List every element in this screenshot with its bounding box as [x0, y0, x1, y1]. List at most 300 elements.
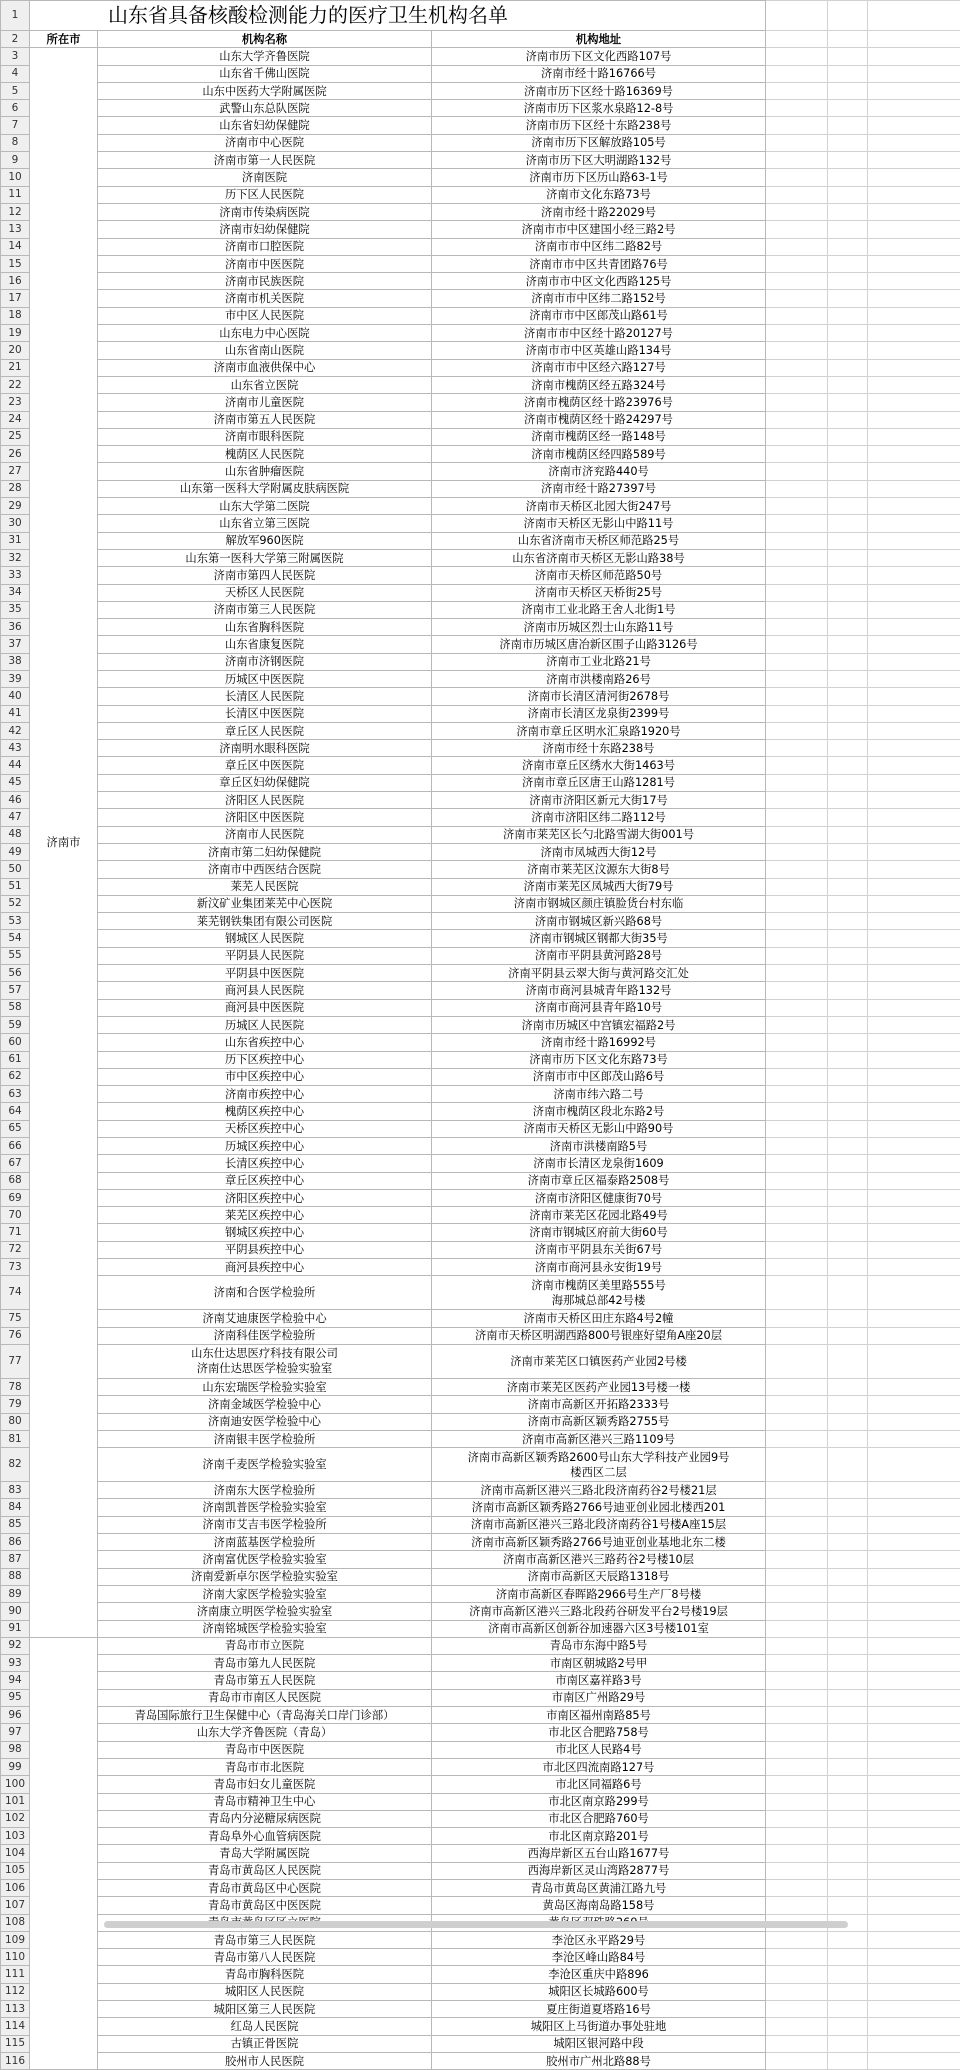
- institution-address[interactable]: 济南市长清区龙泉街1609: [432, 1155, 766, 1172]
- institution-address[interactable]: 济南市洪楼南路5号: [432, 1138, 766, 1155]
- institution-address[interactable]: 市南区广州路29号: [432, 1689, 766, 1706]
- institution-name[interactable]: 济南市机关医院: [98, 290, 432, 307]
- row-number[interactable]: 49: [1, 843, 30, 860]
- institution-address[interactable]: 济南市槐荫区经四路589号: [432, 446, 766, 463]
- row-number[interactable]: 11: [1, 186, 30, 203]
- row-number[interactable]: 90: [1, 1603, 30, 1620]
- row-number[interactable]: 82: [1, 1448, 30, 1482]
- institution-name[interactable]: 济南市第二妇幼保健院: [98, 843, 432, 860]
- row-number[interactable]: 54: [1, 930, 30, 947]
- institution-name[interactable]: 济南市中医医院: [98, 255, 432, 272]
- row-number[interactable]: 27: [1, 463, 30, 480]
- institution-address[interactable]: 济南市高新区颖秀路2755号: [432, 1413, 766, 1430]
- row-number[interactable]: 18: [1, 307, 30, 324]
- institution-name[interactable]: 山东省立医院: [98, 376, 432, 393]
- institution-name[interactable]: 商河县中医医院: [98, 999, 432, 1016]
- institution-address[interactable]: 市北区四流南路127号: [432, 1758, 766, 1775]
- row-number[interactable]: 53: [1, 913, 30, 930]
- institution-address[interactable]: 济南市市中区建国小经三路2号: [432, 221, 766, 238]
- institution-address[interactable]: 济南市高新区港兴三路北段药谷研发平台2号楼19层: [432, 1603, 766, 1620]
- institution-address[interactable]: 李沧区重庆中路896: [432, 1966, 766, 1983]
- institution-name[interactable]: 济南市艾吉韦医学检验所: [98, 1516, 432, 1533]
- institution-address[interactable]: 济南市经十路16766号: [432, 65, 766, 82]
- row-number[interactable]: 51: [1, 878, 30, 895]
- institution-name[interactable]: 莱芜钢铁集团有限公司医院: [98, 913, 432, 930]
- institution-address[interactable]: 城阳区上马街道办事处驻地: [432, 2018, 766, 2035]
- city-cell[interactable]: 济南市: [30, 48, 98, 1638]
- institution-address[interactable]: 济南市历下区解放路105号: [432, 134, 766, 151]
- institution-address[interactable]: 黄岛区海南岛路158号: [432, 1897, 766, 1914]
- institution-address[interactable]: 济南市纬六路二号: [432, 1086, 766, 1103]
- institution-name[interactable]: 古镇正骨医院: [98, 2035, 432, 2052]
- institution-address[interactable]: 济南市高新区港兴三路北段济南药谷2号楼21层: [432, 1482, 766, 1499]
- institution-address[interactable]: 济南市章丘区唐王山路1281号: [432, 774, 766, 791]
- row-number[interactable]: 13: [1, 221, 30, 238]
- institution-name[interactable]: 历城区疾控中心: [98, 1138, 432, 1155]
- institution-address[interactable]: 济南市洪楼南路26号: [432, 670, 766, 687]
- row-number[interactable]: 107: [1, 1897, 30, 1914]
- row-number[interactable]: 34: [1, 584, 30, 601]
- row-number[interactable]: 9: [1, 152, 30, 169]
- institution-name[interactable]: 济南市血液供保中心: [98, 359, 432, 376]
- row-number[interactable]: 87: [1, 1551, 30, 1568]
- institution-address[interactable]: 济南市槐荫区美里路555号 海那城总部42号楼: [432, 1276, 766, 1310]
- institution-address[interactable]: 济南市历下区文化西路107号: [432, 48, 766, 65]
- row-number[interactable]: 89: [1, 1585, 30, 1602]
- institution-name[interactable]: 钢城区人民医院: [98, 930, 432, 947]
- institution-address[interactable]: 济南市商河县城青年路132号: [432, 982, 766, 999]
- institution-address[interactable]: 市北区南京路201号: [432, 1828, 766, 1845]
- row-number[interactable]: 81: [1, 1430, 30, 1447]
- institution-name[interactable]: 城阳区人民医院: [98, 1983, 432, 2000]
- institution-address[interactable]: 济南市天桥区无影山中路90号: [432, 1120, 766, 1137]
- institution-address[interactable]: 济南市凤城西大街12号: [432, 843, 766, 860]
- institution-name[interactable]: 解放军960医院: [98, 532, 432, 549]
- institution-name[interactable]: 青岛市市南区人民医院: [98, 1689, 432, 1706]
- row-number[interactable]: 3: [1, 48, 30, 65]
- institution-address[interactable]: 济南市历城区唐冶新区围子山路3126号: [432, 636, 766, 653]
- row-number[interactable]: 55: [1, 947, 30, 964]
- row-number[interactable]: 84: [1, 1499, 30, 1516]
- institution-address[interactable]: 济南市高新区港兴三路药谷2号楼10层: [432, 1551, 766, 1568]
- row-number[interactable]: 75: [1, 1310, 30, 1327]
- row-number[interactable]: 29: [1, 498, 30, 515]
- institution-address[interactable]: 济南市历下区浆水泉路12-8号: [432, 100, 766, 117]
- row-number[interactable]: 64: [1, 1103, 30, 1120]
- institution-address[interactable]: 济南市历下区大明湖路132号: [432, 152, 766, 169]
- row-number[interactable]: 115: [1, 2035, 30, 2052]
- institution-name[interactable]: 天桥区人民医院: [98, 584, 432, 601]
- institution-address[interactable]: 西海岸新区五台山路1677号: [432, 1845, 766, 1862]
- row-number[interactable]: 66: [1, 1138, 30, 1155]
- row-number[interactable]: 52: [1, 895, 30, 912]
- institution-name[interactable]: 济南市第四人民医院: [98, 567, 432, 584]
- institution-address[interactable]: 济南市槐荫区经十路24297号: [432, 411, 766, 428]
- institution-name[interactable]: 青岛市第三人民医院: [98, 1931, 432, 1948]
- row-number[interactable]: 106: [1, 1879, 30, 1896]
- institution-name[interactable]: 青岛阜外心血管病医院: [98, 1828, 432, 1845]
- row-number[interactable]: 7: [1, 117, 30, 134]
- row-number[interactable]: 22: [1, 376, 30, 393]
- institution-address[interactable]: 济南市工业北路21号: [432, 653, 766, 670]
- institution-name[interactable]: 莱芜区疾控中心: [98, 1207, 432, 1224]
- institution-name[interactable]: 济南市第三人民医院: [98, 601, 432, 618]
- institution-name[interactable]: 山东电力中心医院: [98, 325, 432, 342]
- institution-name[interactable]: 济南和合医学检验所: [98, 1276, 432, 1310]
- row-number[interactable]: 94: [1, 1672, 30, 1689]
- institution-address[interactable]: 济南市高新区天辰路1318号: [432, 1568, 766, 1585]
- institution-address[interactable]: 济南市高新区颖秀路2766号迪亚创业园北楼西201: [432, 1499, 766, 1516]
- row-number[interactable]: 67: [1, 1155, 30, 1172]
- row-number[interactable]: 47: [1, 809, 30, 826]
- institution-name[interactable]: 山东省肿瘤医院: [98, 463, 432, 480]
- row-number[interactable]: 5: [1, 82, 30, 99]
- institution-name[interactable]: 历城区人民医院: [98, 1016, 432, 1033]
- institution-address[interactable]: 济南市钢城区新兴路68号: [432, 913, 766, 930]
- institution-address[interactable]: 济南市历下区历山路63-1号: [432, 169, 766, 186]
- institution-address[interactable]: 济南市工业北路王舍人北街1号: [432, 601, 766, 618]
- institution-name[interactable]: 长清区疾控中心: [98, 1155, 432, 1172]
- row-number[interactable]: 57: [1, 982, 30, 999]
- row-number[interactable]: 71: [1, 1224, 30, 1241]
- row-number[interactable]: 96: [1, 1707, 30, 1724]
- institution-name[interactable]: 青岛市黄岛区中医医院: [98, 1897, 432, 1914]
- institution-name[interactable]: 济南铭城医学检验实验室: [98, 1620, 432, 1637]
- institution-address[interactable]: 济南市济阳区新元大街17号: [432, 792, 766, 809]
- institution-address[interactable]: 市北区人民路4号: [432, 1741, 766, 1758]
- institution-address[interactable]: 济南市高新区港兴三路北段济南药谷1号楼A座15层: [432, 1516, 766, 1533]
- row-number[interactable]: 77: [1, 1344, 30, 1378]
- institution-address[interactable]: 济南市济兖路440号: [432, 463, 766, 480]
- row-number[interactable]: 60: [1, 1034, 30, 1051]
- institution-address[interactable]: 市北区合肥路760号: [432, 1810, 766, 1827]
- institution-name[interactable]: 济南康立明医学检验实验室: [98, 1603, 432, 1620]
- row-number[interactable]: 83: [1, 1482, 30, 1499]
- row-number[interactable]: 112: [1, 1983, 30, 2000]
- row-number[interactable]: 109: [1, 1931, 30, 1948]
- institution-name[interactable]: 章丘区人民医院: [98, 722, 432, 739]
- institution-name[interactable]: 青岛市中医医院: [98, 1741, 432, 1758]
- institution-name[interactable]: 新汶矿业集团莱芜中心医院: [98, 895, 432, 912]
- row-number[interactable]: 31: [1, 532, 30, 549]
- institution-name[interactable]: 济南市第一人民医院: [98, 152, 432, 169]
- row-number[interactable]: 98: [1, 1741, 30, 1758]
- institution-name[interactable]: 济阳区疾控中心: [98, 1189, 432, 1206]
- institution-address[interactable]: 济南市高新区颖秀路2766号迪亚创业基地北东二楼: [432, 1534, 766, 1551]
- institution-address[interactable]: 济南市莱芜区凤城西大街79号: [432, 878, 766, 895]
- institution-address[interactable]: 济南市文化东路73号: [432, 186, 766, 203]
- institution-name[interactable]: 济南金域医学检验中心: [98, 1396, 432, 1413]
- row-number[interactable]: 113: [1, 2001, 30, 2018]
- row-number[interactable]: 105: [1, 1862, 30, 1879]
- institution-name[interactable]: 济南市济钢医院: [98, 653, 432, 670]
- row-number[interactable]: 110: [1, 1949, 30, 1966]
- institution-name[interactable]: 济南银丰医学检验所: [98, 1430, 432, 1447]
- institution-name[interactable]: 平阴县人民医院: [98, 947, 432, 964]
- institution-name[interactable]: 青岛市市北医院: [98, 1758, 432, 1775]
- institution-address[interactable]: 济南市槐荫区经十路23976号: [432, 394, 766, 411]
- institution-address[interactable]: 济南市长清区清河街2678号: [432, 688, 766, 705]
- institution-name[interactable]: 青岛市市立医院: [98, 1637, 432, 1654]
- institution-address[interactable]: 济南市济阳区健康街70号: [432, 1189, 766, 1206]
- institution-address[interactable]: 济南市莱芜区花园北路49号: [432, 1207, 766, 1224]
- institution-name[interactable]: 青岛市第九人民医院: [98, 1655, 432, 1672]
- institution-address[interactable]: 济南市历城区烈士山东路11号: [432, 619, 766, 636]
- institution-address[interactable]: 济南市天桥区无影山中路11号: [432, 515, 766, 532]
- institution-address[interactable]: 市北区南京路299号: [432, 1793, 766, 1810]
- institution-name[interactable]: 钢城区疾控中心: [98, 1224, 432, 1241]
- institution-address[interactable]: 济南市莱芜区汶源东大街8号: [432, 861, 766, 878]
- row-number[interactable]: 36: [1, 619, 30, 636]
- institution-name[interactable]: 济阳区人民医院: [98, 792, 432, 809]
- institution-name[interactable]: 青岛大学附属医院: [98, 1845, 432, 1862]
- institution-name[interactable]: 山东省南山医院: [98, 342, 432, 359]
- institution-name[interactable]: 山东大学第二医院: [98, 498, 432, 515]
- institution-name[interactable]: 历下区人民医院: [98, 186, 432, 203]
- institution-address[interactable]: 济南市历下区文化东路73号: [432, 1051, 766, 1068]
- institution-name[interactable]: 胶州市人民医院: [98, 2052, 432, 2069]
- institution-address[interactable]: 济南市章丘区绣水大街1463号: [432, 757, 766, 774]
- institution-address[interactable]: 济南市平阴县东关街67号: [432, 1241, 766, 1258]
- institution-address[interactable]: 济南市章丘区福泰路2508号: [432, 1172, 766, 1189]
- institution-name[interactable]: 济南富优医学检验实验室: [98, 1551, 432, 1568]
- row-number[interactable]: 70: [1, 1207, 30, 1224]
- institution-address[interactable]: 城阳区长城路600号: [432, 1983, 766, 2000]
- row-number[interactable]: 74: [1, 1276, 30, 1310]
- institution-address[interactable]: 济南市高新区创新谷加速器六区3号楼101室: [432, 1620, 766, 1637]
- institution-address[interactable]: 市南区嘉祥路3号: [432, 1672, 766, 1689]
- institution-name[interactable]: 山东中医药大学附属医院: [98, 82, 432, 99]
- institution-address[interactable]: 济南市市中区郎茂山路61号: [432, 307, 766, 324]
- institution-name[interactable]: 济南艾迪康医学检验中心: [98, 1310, 432, 1327]
- institution-address[interactable]: 济南市市中区英雄山路134号: [432, 342, 766, 359]
- institution-address[interactable]: 济南市商河县永安街19号: [432, 1259, 766, 1276]
- row-number[interactable]: 28: [1, 480, 30, 497]
- institution-name[interactable]: 山东省妇幼保健院: [98, 117, 432, 134]
- institution-name[interactable]: 青岛市妇女儿童医院: [98, 1776, 432, 1793]
- institution-address[interactable]: 胶州市广州北路88号: [432, 2052, 766, 2069]
- institution-address[interactable]: 济南市天桥区田庄东路4号2幢: [432, 1310, 766, 1327]
- institution-name[interactable]: 济南市中西医结合医院: [98, 861, 432, 878]
- row-number[interactable]: 38: [1, 653, 30, 670]
- row-number[interactable]: 72: [1, 1241, 30, 1258]
- institution-name[interactable]: 长清区中医医院: [98, 705, 432, 722]
- row-number[interactable]: 42: [1, 722, 30, 739]
- institution-address[interactable]: 济南市市中区文化西路125号: [432, 273, 766, 290]
- institution-address[interactable]: 市北区合肥路758号: [432, 1724, 766, 1741]
- row-number[interactable]: 68: [1, 1172, 30, 1189]
- institution-name[interactable]: 青岛市黄岛区人民医院: [98, 1862, 432, 1879]
- row-number[interactable]: 76: [1, 1327, 30, 1344]
- institution-name[interactable]: 济南迪安医学检验中心: [98, 1413, 432, 1430]
- institution-name[interactable]: 济南市第五人民医院: [98, 411, 432, 428]
- row-number[interactable]: 56: [1, 965, 30, 982]
- row-number[interactable]: 39: [1, 670, 30, 687]
- institution-name[interactable]: 济南市疾控中心: [98, 1086, 432, 1103]
- institution-name[interactable]: 历城区中医医院: [98, 670, 432, 687]
- row-number[interactable]: 21: [1, 359, 30, 376]
- row-number[interactable]: 88: [1, 1568, 30, 1585]
- row-number[interactable]: 58: [1, 999, 30, 1016]
- institution-name[interactable]: 山东第一医科大学附属皮肤病医院: [98, 480, 432, 497]
- institution-address[interactable]: 青岛市黄岛区黄浦江路九号: [432, 1879, 766, 1896]
- row-number[interactable]: 46: [1, 792, 30, 809]
- institution-address[interactable]: 济南市高新区颖秀路2600号山东大学科技产业园9号 楼西区二层: [432, 1448, 766, 1482]
- institution-address[interactable]: 济南市槐荫区段北东路2号: [432, 1103, 766, 1120]
- institution-address[interactable]: 李沧区峰山路84号: [432, 1949, 766, 1966]
- row-number[interactable]: 61: [1, 1051, 30, 1068]
- institution-name[interactable]: 济南市口腔医院: [98, 238, 432, 255]
- row-number[interactable]: 85: [1, 1516, 30, 1533]
- institution-name[interactable]: 槐荫区人民医院: [98, 446, 432, 463]
- row-number[interactable]: 43: [1, 740, 30, 757]
- institution-address[interactable]: 市南区福州南路85号: [432, 1707, 766, 1724]
- institution-name[interactable]: 山东省立第三医院: [98, 515, 432, 532]
- institution-name[interactable]: 青岛市第八人民医院: [98, 1949, 432, 1966]
- row-number[interactable]: 93: [1, 1655, 30, 1672]
- institution-address[interactable]: 济南市市中区纬二路82号: [432, 238, 766, 255]
- institution-address[interactable]: 济南市经十路27397号: [432, 480, 766, 497]
- row-number[interactable]: 100: [1, 1776, 30, 1793]
- institution-address[interactable]: 山东省济南市天桥区无影山路38号: [432, 549, 766, 566]
- row-number[interactable]: 99: [1, 1758, 30, 1775]
- institution-address[interactable]: 西海岸新区灵山湾路2877号: [432, 1862, 766, 1879]
- institution-name[interactable]: 山东省疾控中心: [98, 1034, 432, 1051]
- city-cell[interactable]: [30, 1637, 98, 2069]
- row-number[interactable]: 59: [1, 1016, 30, 1033]
- institution-name[interactable]: 济南市人民医院: [98, 826, 432, 843]
- institution-address[interactable]: 济南市天桥区师范路50号: [432, 567, 766, 584]
- institution-address[interactable]: 济南市高新区开拓路2333号: [432, 1396, 766, 1413]
- institution-address[interactable]: 济南市商河县青年路10号: [432, 999, 766, 1016]
- row-number[interactable]: 14: [1, 238, 30, 255]
- institution-address[interactable]: 济南市钢城区府前大街60号: [432, 1224, 766, 1241]
- row-number[interactable]: 23: [1, 394, 30, 411]
- row-number[interactable]: 111: [1, 1966, 30, 1983]
- institution-name[interactable]: 莱芜人民医院: [98, 878, 432, 895]
- row-number[interactable]: 45: [1, 774, 30, 791]
- institution-name[interactable]: 山东省胸科医院: [98, 619, 432, 636]
- institution-name[interactable]: 济南科佳医学检验所: [98, 1327, 432, 1344]
- row-number[interactable]: 101: [1, 1793, 30, 1810]
- institution-name[interactable]: 章丘区妇幼保健院: [98, 774, 432, 791]
- institution-address[interactable]: 济南市济阳区纬二路112号: [432, 809, 766, 826]
- institution-name[interactable]: 平阴县疾控中心: [98, 1241, 432, 1258]
- institution-address[interactable]: 济南市莱芜区医药产业园13号楼一楼: [432, 1378, 766, 1395]
- institution-name[interactable]: 城阳区第三人民医院: [98, 2001, 432, 2018]
- row-number[interactable]: 95: [1, 1689, 30, 1706]
- institution-address[interactable]: 济南市市中区经十路20127号: [432, 325, 766, 342]
- row-number[interactable]: 48: [1, 826, 30, 843]
- institution-name[interactable]: 青岛市胸科医院: [98, 1966, 432, 1983]
- institution-address[interactable]: 济南市历下区经十东路238号: [432, 117, 766, 134]
- row-number[interactable]: 1: [1, 1, 30, 31]
- institution-name[interactable]: 市中区疾控中心: [98, 1068, 432, 1085]
- header-address[interactable]: 机构地址: [432, 31, 766, 48]
- institution-address[interactable]: 济南市章丘区明水汇泉路1920号: [432, 722, 766, 739]
- institution-address[interactable]: 青岛市东海中路5号: [432, 1637, 766, 1654]
- row-number[interactable]: 19: [1, 325, 30, 342]
- row-number[interactable]: 24: [1, 411, 30, 428]
- row-number[interactable]: 62: [1, 1068, 30, 1085]
- row-number[interactable]: 92: [1, 1637, 30, 1654]
- institution-name[interactable]: 青岛市黄岛区中心医院: [98, 1879, 432, 1896]
- institution-name[interactable]: 平阴县中医医院: [98, 965, 432, 982]
- row-number[interactable]: 26: [1, 446, 30, 463]
- institution-name[interactable]: 济南凯普医学检验实验室: [98, 1499, 432, 1516]
- row-number[interactable]: 30: [1, 515, 30, 532]
- institution-name[interactable]: 济南蓝基医学检验所: [98, 1534, 432, 1551]
- row-number[interactable]: 15: [1, 255, 30, 272]
- row-number[interactable]: 44: [1, 757, 30, 774]
- institution-name[interactable]: 青岛内分泌糖尿病医院: [98, 1810, 432, 1827]
- row-number[interactable]: 86: [1, 1534, 30, 1551]
- row-number[interactable]: 104: [1, 1845, 30, 1862]
- institution-address[interactable]: 夏庄街道夏塔路16号: [432, 2001, 766, 2018]
- institution-name[interactable]: 济南千麦医学检验实验室: [98, 1448, 432, 1482]
- row-number[interactable]: 12: [1, 203, 30, 220]
- institution-address[interactable]: 济南市钢城区颜庄镇脸货台村东临: [432, 895, 766, 912]
- row-number[interactable]: 10: [1, 169, 30, 186]
- institution-address[interactable]: 济南市槐荫区经一路148号: [432, 428, 766, 445]
- institution-address[interactable]: 济南市槐荫区经五路324号: [432, 376, 766, 393]
- institution-name[interactable]: 济南市妇幼保健院: [98, 221, 432, 238]
- row-number[interactable]: 37: [1, 636, 30, 653]
- row-number[interactable]: 25: [1, 428, 30, 445]
- institution-address[interactable]: 济南市高新区港兴三路1109号: [432, 1430, 766, 1447]
- institution-name[interactable]: 济南市中心医院: [98, 134, 432, 151]
- row-number[interactable]: 65: [1, 1120, 30, 1137]
- row-number[interactable]: 16: [1, 273, 30, 290]
- institution-address[interactable]: 济南市市中区郎茂山路6号: [432, 1068, 766, 1085]
- institution-name[interactable]: 章丘区疾控中心: [98, 1172, 432, 1189]
- institution-address[interactable]: 济南市经十路22029号: [432, 203, 766, 220]
- institution-address[interactable]: 济南市莱芜区长勺北路雪湖大街001号: [432, 826, 766, 843]
- row-number[interactable]: 69: [1, 1189, 30, 1206]
- institution-address[interactable]: 济南市历下区经十路16369号: [432, 82, 766, 99]
- institution-address[interactable]: 济南市经十路16992号: [432, 1034, 766, 1051]
- institution-name[interactable]: 济南明水眼科医院: [98, 740, 432, 757]
- institution-name[interactable]: 山东省康复医院: [98, 636, 432, 653]
- institution-address[interactable]: 城阳区银河路中段: [432, 2035, 766, 2052]
- institution-address[interactable]: 济南市长清区龙泉街2399号: [432, 705, 766, 722]
- institution-name[interactable]: 济南市眼科医院: [98, 428, 432, 445]
- institution-name[interactable]: 商河县人民医院: [98, 982, 432, 999]
- row-number[interactable]: 32: [1, 549, 30, 566]
- row-number[interactable]: 73: [1, 1259, 30, 1276]
- institution-address[interactable]: 济南市钢城区钢都大街35号: [432, 930, 766, 947]
- institution-name[interactable]: 济南大家医学检验实验室: [98, 1585, 432, 1602]
- row-number[interactable]: 41: [1, 705, 30, 722]
- institution-name[interactable]: 红岛人民医院: [98, 2018, 432, 2035]
- institution-address[interactable]: 李沧区永平路29号: [432, 1931, 766, 1948]
- institution-address[interactable]: 市南区朝城路2号甲: [432, 1655, 766, 1672]
- institution-address[interactable]: 济南平阴县云翠大街与黄河路交汇处: [432, 965, 766, 982]
- institution-address[interactable]: 市北区同福路6号: [432, 1776, 766, 1793]
- row-number[interactable]: 103: [1, 1828, 30, 1845]
- institution-name[interactable]: 武警山东总队医院: [98, 100, 432, 117]
- institution-address[interactable]: 济南市经十东路238号: [432, 740, 766, 757]
- row-number[interactable]: 4: [1, 65, 30, 82]
- institution-address[interactable]: 济南市高新区春晖路2966号生产厂8号楼: [432, 1585, 766, 1602]
- row-number[interactable]: 20: [1, 342, 30, 359]
- institution-name[interactable]: 青岛市精神卫生中心: [98, 1793, 432, 1810]
- header-city[interactable]: 所在市: [30, 31, 98, 48]
- row-number[interactable]: 79: [1, 1396, 30, 1413]
- institution-name[interactable]: 济南爱新卓尔医学检验实验室: [98, 1568, 432, 1585]
- institution-address[interactable]: 济南市历城区中宫镇宏福路2号: [432, 1016, 766, 1033]
- institution-name[interactable]: 山东仕达思医疗科技有限公司 济南仕达思医学检验实验室: [98, 1344, 432, 1378]
